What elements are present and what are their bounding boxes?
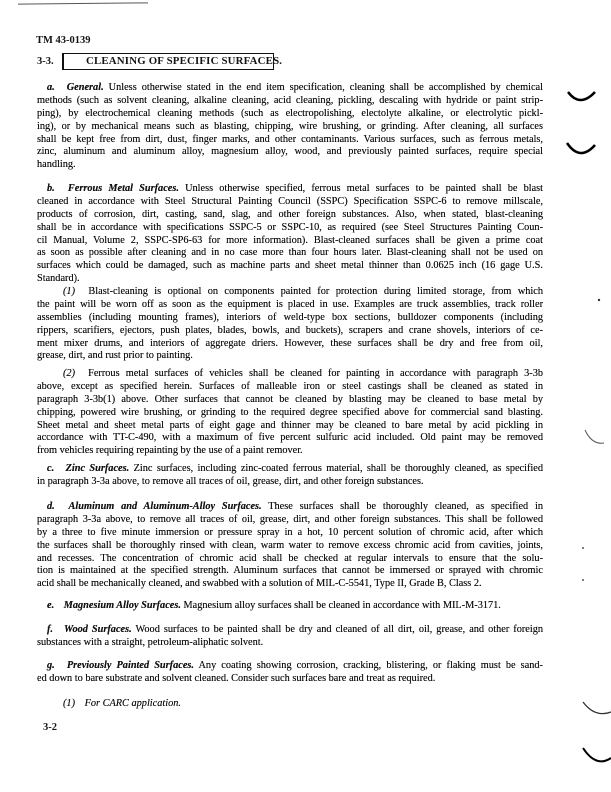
scan-dot-icon: [598, 299, 600, 301]
paragraph-label: a.: [47, 82, 55, 93]
paragraph-title: Previously Painted Surfaces.: [66, 660, 194, 671]
paragraph-line: shall be in accordance with specifications SSPC-5 or SSPC-10, as required (see Steel Structures Painting Coun-: [37, 221, 543, 233]
paragraph-text: Unless otherwise stated in the end item specification, cleaning shall be accomplished by chemical: [108, 82, 543, 93]
paragraph-label: f.: [47, 624, 54, 635]
paragraph-title: General.: [66, 82, 104, 93]
paragraph-label: (1): [63, 698, 76, 709]
paragraph-line: Standard).: [37, 273, 80, 285]
paragraph-line: rippers, scarifiers, ejectors, push plates, blades, bowls, and buckets), scrapers and crane shovels, interiors of ce-: [37, 324, 543, 336]
paragraph-line: accordance with TT-C-490, with a maximum of five percent sulfuric acid included. Old paint may be removed: [37, 432, 543, 444]
paragraph-line: from vehicles requiring repainting by the use of a paint remover.: [37, 445, 303, 457]
paragraph-line: as soon as possible after cleaning and in no case more than four hours later. Blast-cleaning shall not be used on: [37, 247, 543, 259]
paragraph-title: Wood Surfaces.: [64, 624, 132, 635]
paragraph-label: c.: [47, 463, 55, 474]
paragraph-text: These surfaces shall be thoroughly cleaned, as specified in: [268, 501, 543, 512]
binder-hole-mark-icon: [583, 702, 611, 714]
binder-hole-mark-icon: [568, 92, 595, 100]
paragraph-text: Unless otherwise specified, ferrous metal surfaces to be painted shall be blast: [185, 183, 544, 194]
paragraph-line: handling.: [37, 159, 76, 171]
paragraph-text: Ferrous metal surfaces of vehicles shall be cleaned for painting in accordance with paragraph 3-3b: [88, 368, 543, 379]
paragraph-line: above, except as specified herein. Surfaces of malleable iron or steel castings shall be cleaned as stated in: [37, 380, 543, 392]
paragraph-label: g.: [47, 660, 55, 671]
binder-hole-mark-icon: [583, 748, 611, 761]
paragraph-label: e.: [47, 600, 55, 611]
paragraph-title: Aluminum and Aluminum-Alloy Surfaces.: [68, 501, 262, 512]
paragraph-line: methods (such as solvent cleaning, alkaline cleaning, acid cleaning, pickling, descaling with hydride or paint strip-: [37, 94, 543, 106]
paragraph-text: For CARC application.: [84, 698, 181, 709]
paragraph-line: Sheet metal and sheet metal parts of eight gage and thinner may be cleaned to bare metal by acid pickling in: [37, 419, 543, 431]
paragraph-text: Blast-cleaning is optional on components painted for protection during limited storage, from which: [88, 286, 543, 297]
scan-dot-icon: [582, 547, 584, 549]
paragraph-title: Magnesium Alloy Surfaces.: [63, 600, 181, 611]
paragraph-line: surfaces which could be damaged, such as machine parts and sheet metal thinner than 0.0625 inch (16 gage U.S.: [37, 260, 543, 272]
paragraph-line: cil Manual, Volume 2, SSPC-SP6-63 for more information). Blast-cleaned surfaces shall be given a prime coat: [37, 234, 543, 246]
paragraph-text: Magnesium alloy surfaces shall be cleaned in accordance with MIL-M-3171.: [183, 600, 501, 611]
paragraph-title: Ferrous Metal Surfaces.: [67, 183, 179, 194]
paragraph-line: tion is maintained at the specified strength. Aluminum surfaces that cannot be immersed or sprayed with chromic: [37, 565, 543, 577]
paragraph-line: the surfaces shall be thoroughly rinsed with clean, warm water to remove excess chromic acid from cavities, joints,: [37, 539, 543, 551]
paragraph-line: paragraph 3-3b(1) above. Other surfaces that cannot be cleaned by blasting may be cleaned to base metal by: [37, 393, 543, 405]
paragraph-line: ment mixer drums, and interiors of aggregate driers. However, these surfaces shall be dry and free from oil,: [37, 337, 543, 349]
paragraph-line: chipping, powered wire brushing, or grinding to the required degree specified above for commercial sand blasting.: [37, 406, 543, 418]
section-title: CLEANING OF SPECIFIC SURFACES.: [86, 55, 283, 67]
paragraph-line: cleaned in accordance with Steel Structural Painting Council (SSPC) Specification SSPC-6 to remove millscale,: [37, 195, 543, 207]
paragraph-label: (1): [63, 286, 76, 297]
page-number: 3-2: [43, 722, 57, 733]
document-id: TM 43-0139: [36, 35, 91, 46]
binder-hole-mark-icon: [567, 143, 595, 153]
paragraph-label: b.: [47, 183, 55, 194]
binder-hole-mark-icon: [585, 430, 604, 443]
paragraph-line: in paragraph 3-3a above, to remove all traces of oil, grease, dirt, and other foreign substances.: [37, 475, 424, 487]
paragraph-line: assemblies (including mounting frames), interiors of weld-type box sections, bulldozer components (including: [37, 311, 543, 323]
paragraph-line: and recesses. The concentration of chromic acid shall be checked at regular intervals to ensure that the solu-: [37, 552, 543, 564]
paragraph-line: shall be kept free from dirt, dust, finger marks, and other contaminants. Various surfaces, such as ferrous metals,: [37, 133, 543, 145]
paragraph-line: ing), or by mechanical means such as blasting, chipping, wire brushing, or grinding. After cleaning, all surfaces: [37, 120, 543, 132]
paragraph-line: ping), by electrochemical cleaning methods (such as electropolishing, electolyte alkaline, or electrolytic pickl-: [37, 107, 543, 119]
paragraph-title: Zinc Surfaces.: [65, 463, 130, 474]
paragraph-line: ed down to bare substrate and solvent cleaned. Consider such surfaces bare and treat as required.: [37, 672, 436, 684]
paragraph-line: by a three to five minute immersion or pressure spray in a hot, 10 percent solution of chromic acid, after which: [37, 526, 543, 538]
paragraph-label: d.: [47, 501, 55, 512]
paragraph-label: (2): [63, 368, 76, 379]
scan-dot-icon: [582, 579, 584, 581]
paragraph-line: zinc, aluminum and aluminum alloy, magnesium alloy, wood, and previously painted surfaces, require special: [37, 146, 543, 158]
paragraph-line: products of corrosion, dirt, casting, sand, slag, and other foreign substances. Also, when stated, blast-cleaning: [37, 208, 543, 220]
paragraph-line: substances with a straight, petroleum-aliphatic solvent.: [37, 636, 264, 648]
paragraph-text: Any coating showing corrosion, cracking, blistering, or flaking must be sand-: [198, 660, 543, 671]
paragraph-text: Wood surfaces to be painted shall be dry and cleaned of all dirt, oil, grease, and other foreign: [135, 624, 544, 635]
section-number: 3-3.: [37, 56, 54, 67]
paragraph-line: the paint will be worn off as soon as the equipment is placed in use. Examples are truck assemblies, track roller: [37, 298, 543, 310]
paragraph-text: Zinc surfaces, including zinc-coated ferrous material, shall be thoroughly cleaned, as specified: [133, 463, 544, 474]
paragraph-line: paragraph 3-3a above, to remove all traces of oil, grease, dirt, and other foreign substances. This shall be followed: [37, 513, 543, 525]
paragraph-line: acid shall be mechanically cleaned, and swabbed with a solution of MIL-C-5541, Type II, Grade B, Class 2.: [37, 578, 482, 590]
paragraph-line: grease, dirt, and rust prior to painting.: [37, 350, 193, 362]
